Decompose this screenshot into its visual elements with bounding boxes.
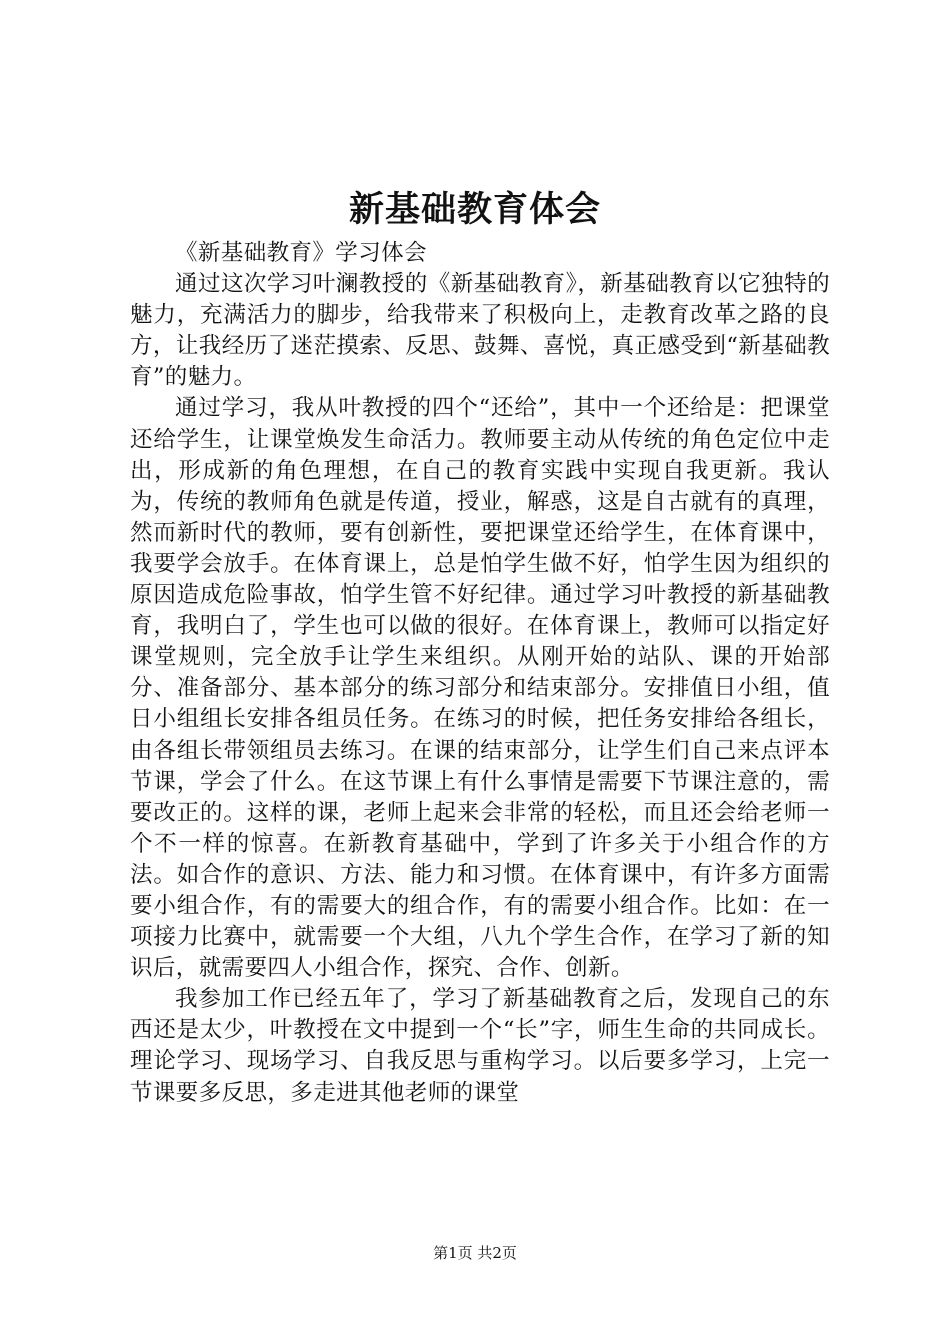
paragraph-1: 通过这次学习叶澜教授的《新基础教育》，新基础教育以它独特的魅力，充满活力的脚步，给我带来了积极向上，走教育改革之路的良方，让我经历了迷茫摸索、反思、鼓舞、喜悦，真正感受到“新基础教育”的魅力。 (130, 271, 830, 391)
page-footer: 第1页 共2页 (433, 1244, 517, 1262)
page-title: 新基础教育体会 (348, 189, 601, 230)
paragraph-2: 通过学习，我从叶教授的四个“还给”，其中一个还给是：把课堂还给学生，让课堂焕发生命活力。教师要主动从传统的角色定位中走出，形成新的角色理想，在自己的教育实践中实现自我更新。我认为，传统的教师角色就是传道，授业，解惑，这是自古就有的真理，然而新时代的教师，要有创新性，要把课堂还给学生，在体育课中，我要学会放手。在体育课上，总是怕学生做不好，怕学生因为组织的原因造成危险事故，怕学生管不好纪律。通过学习叶教授的新基础教育，我明白了，学生也可以做的很好。在体育课上，教师可以指定好课堂规则，完全放手让学生来组织。从刚开始的站队、课的开始部分、准备部分、基本部分的练习部分和结束部分。安排值日小组，值日小组组长安排各组员任务。在练习的时候，把任务安排给各组长，由各组长带领组员去练习。在课的结束部分，让学生们自己来点评本节课，学会了什么。在这节课上有什么事情是需要下节课注意的，需要改正的。这样的课，老师上起来会非常的轻松，而且还会给老师一个不一样的惊喜。在新教育基础中，学到了许多关于小组合作的方法。如合作的意识、方法、能力和习惯。在体育课中，有许多方面需要小组合作，有的需要大的组合作，有的需要小组合作。比如：在一项接力比赛中，就需要一个大组，八九个学生合作，在学习了新的知识后，就需要四人小组合作，探究、合作、创新。 (130, 395, 830, 982)
document-body (130, 238, 830, 1109)
paragraph-3: 我参加工作已经五年了，学习了新基础教育之后，发现自己的东西还是太少，叶教授在文中提到一个“长”字，师生生命的共同成长。理论学习、现场学习、自我反思与重构学习。以后要多学习，上完一节课要多反思，多走进其他老师的课堂 (130, 986, 830, 1106)
subtitle: 《新基础教育》学习体会 (175, 240, 427, 266)
